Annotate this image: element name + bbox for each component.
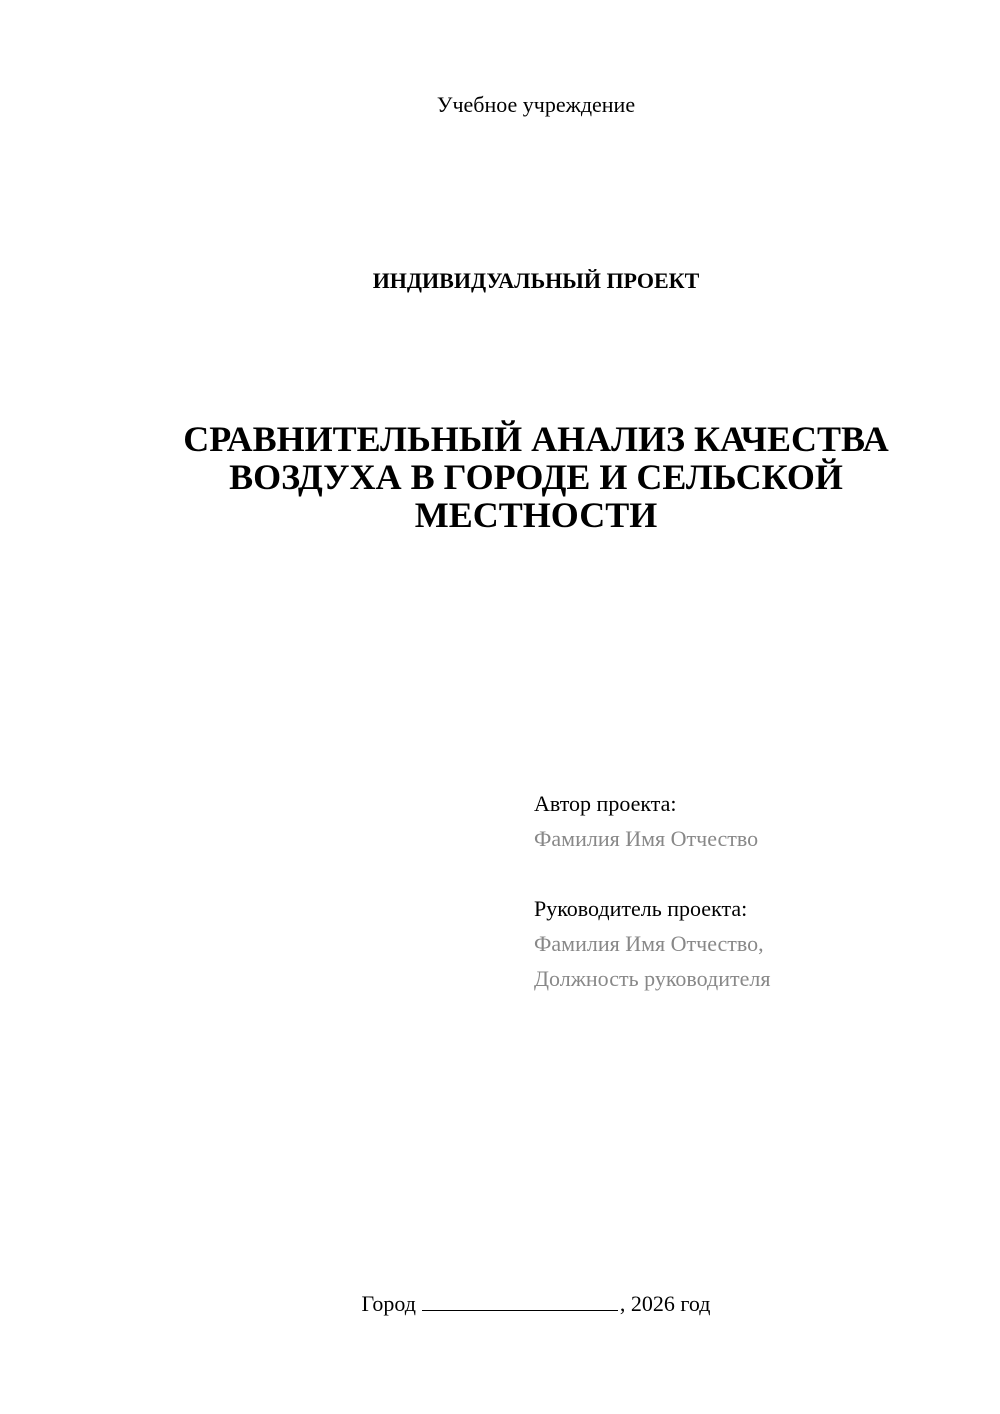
- project-title-line: СРАВНИТЕЛЬНЫЙ АНАЛИЗ КАЧЕСТВА: [183, 419, 889, 459]
- project-type: ИНДИВИДУАЛЬНЫЙ ПРОЕКТ: [372, 268, 700, 293]
- year-text: , 2026 год: [619, 1291, 711, 1316]
- city-blank-line: [422, 1292, 618, 1311]
- author-label: Автор проекта:: [534, 791, 677, 816]
- supervisor-name: Фамилия Имя Отчество,: [534, 931, 764, 956]
- project-title-line: МЕСТНОСТИ: [414, 495, 658, 535]
- project-title: [0, 420, 1000, 534]
- author-block: [534, 786, 964, 856]
- city-label: Город: [361, 1291, 416, 1316]
- supervisor-block: [534, 891, 964, 996]
- supervisor-position: Должность руководителя: [534, 966, 771, 991]
- project-title-line: ВОЗДУХА В ГОРОДЕ И СЕЛЬСКОЙ: [229, 457, 843, 497]
- city-year-line: [0, 1289, 1000, 1319]
- author-name: Фамилия Имя Отчество: [534, 826, 759, 851]
- institution-name: Учебное учреждение: [436, 92, 636, 117]
- supervisor-label: Руководитель проекта:: [534, 896, 748, 921]
